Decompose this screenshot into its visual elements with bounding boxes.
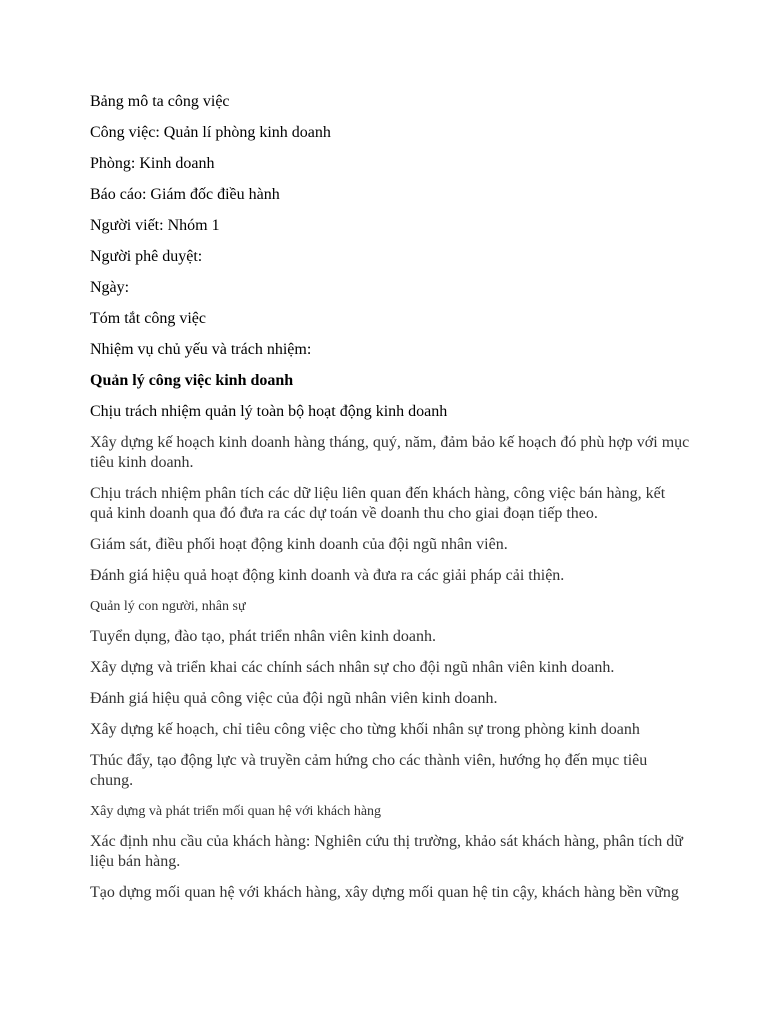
- duties-heading: Nhiệm vụ chủ yếu và trách nhiệm:: [90, 341, 312, 358]
- doc-title: Bảng mô ta công việc: [90, 93, 230, 110]
- date-line: Ngày:: [90, 279, 130, 296]
- paragraph: Xây dựng kế hoạch, chỉ tiêu công việc cho từng khối nhân sự trong phòng kinh doanh: [90, 721, 640, 738]
- paragraph: Giám sát, điều phối hoạt động kinh doanh của đội ngũ nhân viên.: [90, 536, 508, 553]
- section-intro-business: Chịu trách nhiệm quản lý toàn bộ hoạt động kinh doanh: [90, 403, 448, 420]
- paragraph: Xác định nhu cầu của khách hàng: Nghiên cứu thị trường, khảo sát khách hàng, phân tích dữ liệu bán hàng.: [90, 833, 683, 870]
- paragraph: Tuyển dụng, đào tạo, phát triển nhân viên kinh doanh.: [90, 628, 437, 645]
- section-title-hr: Quản lý con người, nhân sự: [90, 599, 246, 614]
- report-to-line: Báo cáo: Giám đốc điều hành: [90, 186, 280, 203]
- paragraph: Thúc đẩy, tạo động lực và truyền cảm hứng cho các thành viên, hướng họ đến mục tiêu chung.: [90, 752, 648, 789]
- job-line: Công việc: Quản lí phòng kinh doanh: [90, 124, 331, 141]
- paragraph: Đánh giá hiệu quả công việc của đội ngũ nhân viên kinh doanh.: [90, 690, 498, 707]
- approver-line: Người phê duyệt:: [90, 248, 203, 265]
- summary-heading: Tóm tắt công việc: [90, 310, 206, 327]
- paragraph: Xây dựng kế hoạch kinh doanh hàng tháng, quý, năm, đảm bảo kế hoạch đó phù hợp với mục tiêu kinh doanh.: [90, 434, 690, 471]
- section-title-customers: Xây dựng và phát triển mối quan hệ với khách hàng: [90, 804, 382, 819]
- section-title-business: Quản lý công việc kinh doanh: [90, 372, 294, 389]
- document-page: [90, 92, 690, 914]
- paragraph: Đánh giá hiệu quả hoạt động kinh doanh và đưa ra các giải pháp cải thiện.: [90, 567, 565, 584]
- paragraph: Tạo dựng mối quan hệ với khách hàng, xây dựng mối quan hệ tin cậy, khách hàng bền vững: [90, 884, 679, 901]
- paragraph: Chịu trách nhiệm phân tích các dữ liệu liên quan đến khách hàng, công việc bán hàng, kết quả kinh doanh qua đó đưa ra các dự toán về doanh thu cho giai đoạn tiếp theo.: [90, 485, 666, 522]
- author-line: Người viết: Nhóm 1: [90, 217, 220, 234]
- department-line: Phòng: Kinh doanh: [90, 155, 215, 172]
- paragraph: Xây dựng và triển khai các chính sách nhân sự cho đội ngũ nhân viên kinh doanh.: [90, 659, 615, 676]
